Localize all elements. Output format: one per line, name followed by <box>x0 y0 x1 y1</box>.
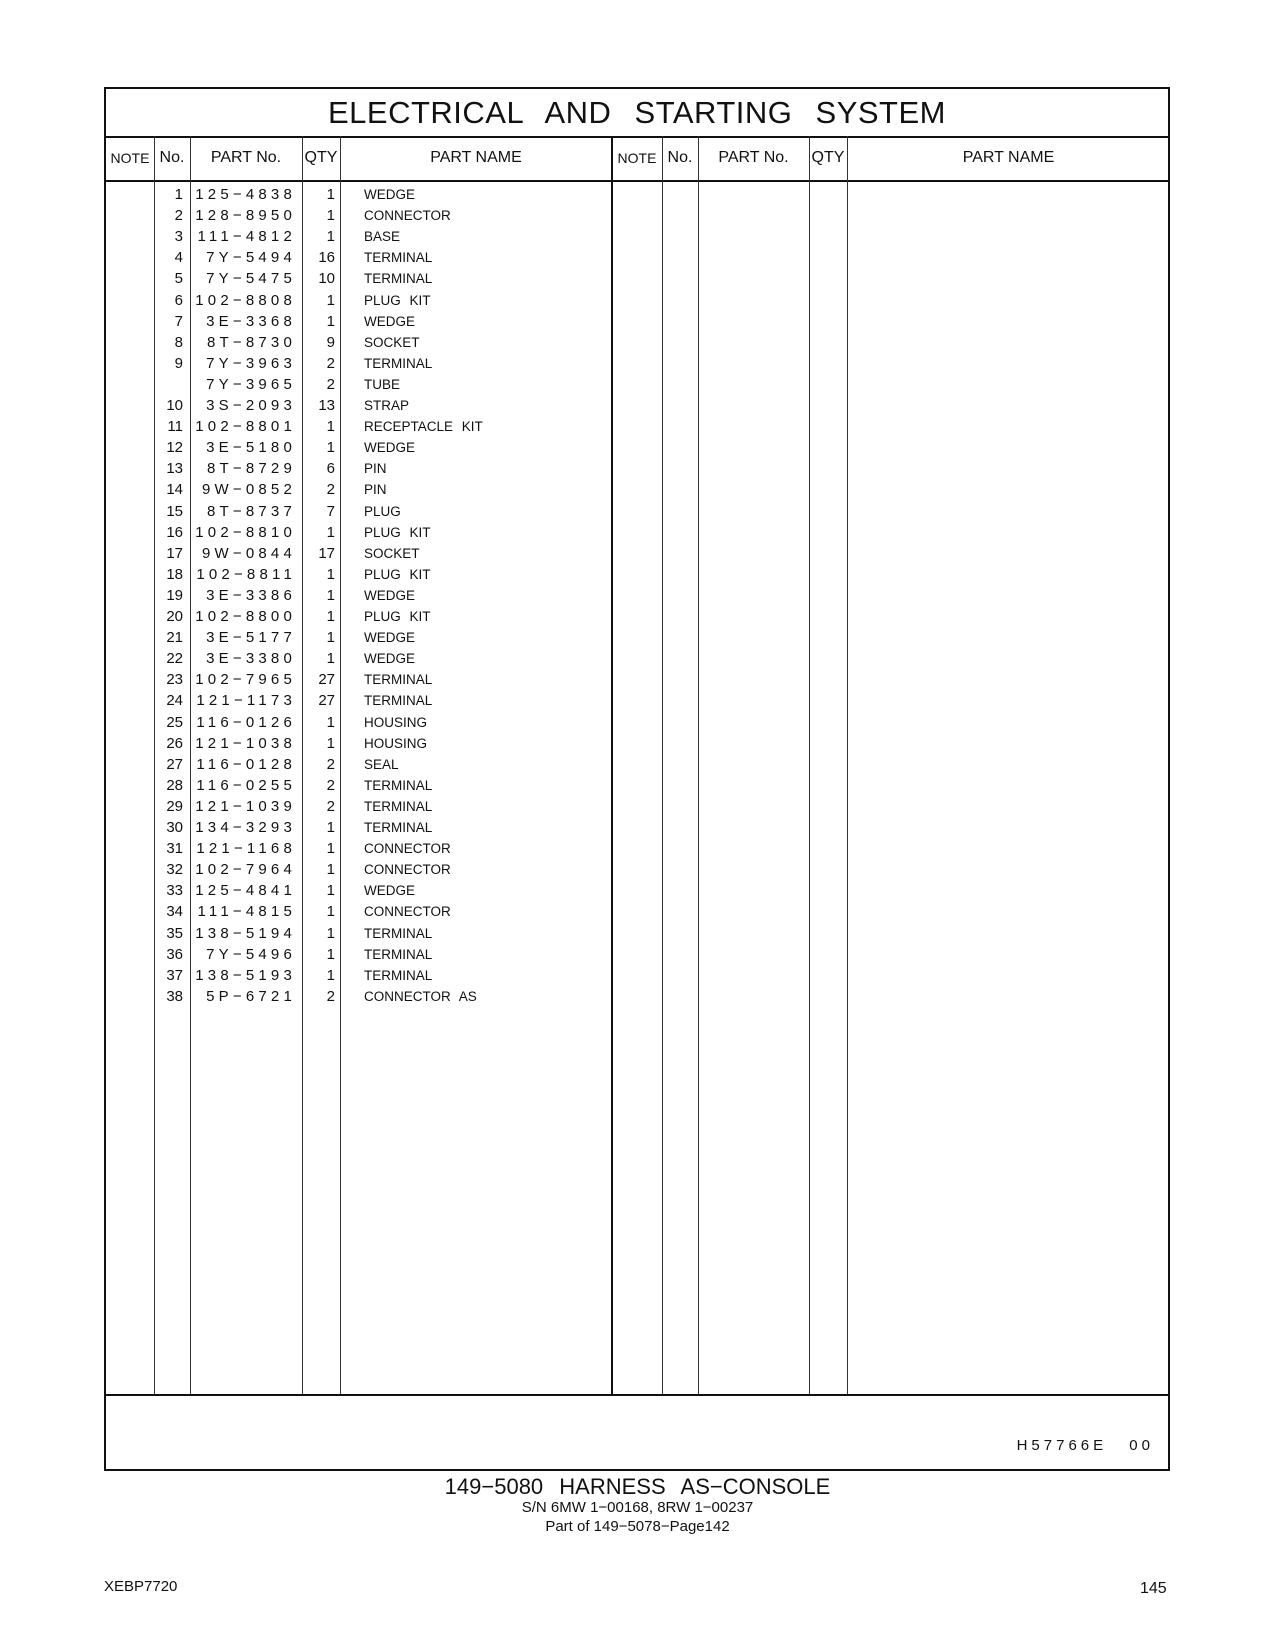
part-number: 121−1038 <box>195 734 296 752</box>
quantity: 2 <box>326 755 335 773</box>
document-id: XEBP7720 <box>104 1578 178 1595</box>
item-number: 38 <box>166 987 183 1005</box>
part-number: 102−7965 <box>195 671 296 689</box>
quantity: 1 <box>326 586 335 604</box>
part-number: 121−1168 <box>196 840 296 858</box>
table-row <box>106 522 1172 544</box>
part-name: TERMINAL <box>364 946 433 962</box>
item-number: 10 <box>166 397 183 414</box>
table-row <box>106 712 1172 734</box>
part-name: PIN <box>364 461 387 477</box>
part-number: 121−1039 <box>195 797 296 815</box>
part-name: CONNECTOR AS <box>364 988 477 1004</box>
part-number: 138−5193 <box>195 966 296 984</box>
part-name: HOUSING <box>364 735 428 751</box>
table-row <box>106 944 1172 966</box>
item-number: 21 <box>166 629 183 647</box>
footer-serial-numbers: S/N 6MW 1−00168, 8RW 1−00237 <box>521 1499 754 1516</box>
part-number: 9W−0844 <box>201 544 296 562</box>
part-number: 3E−3368 <box>206 312 296 330</box>
quantity: 13 <box>318 397 335 414</box>
item-number: 19 <box>166 586 183 604</box>
quantity: 1 <box>326 418 335 436</box>
part-number: 3E−5180 <box>206 439 296 457</box>
part-number: 3S−2093 <box>206 397 296 414</box>
part-number: 138−5194 <box>195 924 296 942</box>
part-name: CONNECTOR <box>364 208 451 224</box>
part-name: HOUSING <box>364 714 428 730</box>
part-number: 7Y−3963 <box>206 354 296 372</box>
quantity: 2 <box>326 776 335 794</box>
part-number: 102−8811 <box>196 565 296 583</box>
quantity: 1 <box>326 819 335 836</box>
part-number: 102−8801 <box>195 418 296 436</box>
table-row <box>106 923 1172 945</box>
item-number: 14 <box>166 481 183 499</box>
page-title: ELECTRICAL AND STARTING SYSTEM <box>106 89 1168 138</box>
table-row <box>106 184 1172 206</box>
table-row <box>106 374 1172 396</box>
table-bottom-rule <box>106 1394 1168 1396</box>
part-name: TERMINAL <box>364 672 433 688</box>
table-row <box>106 986 1172 1008</box>
part-name: WEDGE <box>364 440 416 456</box>
part-name: RECEPTACLE KIT <box>364 419 483 435</box>
part-name: SOCKET <box>364 334 420 350</box>
quantity: 9 <box>326 333 335 351</box>
table-row <box>106 290 1172 312</box>
table-row <box>106 543 1172 565</box>
part-number: 3E−3386 <box>206 586 296 604</box>
part-number: 102−8800 <box>195 608 296 625</box>
quantity: 1 <box>326 945 335 963</box>
table-row <box>106 733 1172 755</box>
table-row <box>106 332 1172 354</box>
part-number: 7Y−3965 <box>206 375 296 393</box>
parts-table <box>104 87 1170 1471</box>
header-qty-right: QTY <box>811 149 845 166</box>
table-row <box>106 754 1172 776</box>
item-number: 36 <box>166 945 183 963</box>
table-row <box>106 564 1172 586</box>
table-row <box>106 501 1172 523</box>
part-name: TERMINAL <box>364 777 433 793</box>
part-name: TERMINAL <box>364 967 433 983</box>
item-number: 13 <box>166 460 183 478</box>
part-name: BASE <box>364 229 401 245</box>
item-number: 27 <box>166 755 183 773</box>
part-name: STRAP <box>364 398 410 413</box>
part-number: 8T−8737 <box>206 502 296 520</box>
quantity: 1 <box>326 840 335 858</box>
table-row <box>106 669 1172 691</box>
quantity: 16 <box>318 249 335 267</box>
item-number: 17 <box>166 544 183 562</box>
part-number: 8T−8730 <box>206 333 296 351</box>
item-number: 32 <box>166 861 183 879</box>
quantity: 7 <box>326 502 335 520</box>
table-row <box>106 838 1172 860</box>
header-no-left: No. <box>159 149 185 166</box>
item-number: 5 <box>174 270 183 288</box>
quantity: 10 <box>318 270 335 288</box>
part-name: TERMINAL <box>364 798 433 814</box>
quantity: 27 <box>318 692 335 710</box>
part-name: SEAL <box>364 756 399 772</box>
table-row <box>106 880 1172 902</box>
quantity: 1 <box>326 439 335 457</box>
item-number: 30 <box>166 819 183 836</box>
item-number: 24 <box>166 692 183 710</box>
item-number: 25 <box>166 713 183 731</box>
header-no-right: No. <box>667 149 693 166</box>
quantity: 1 <box>326 629 335 647</box>
table-row <box>106 311 1172 333</box>
part-name: PLUG KIT <box>364 566 431 582</box>
part-name: PLUG <box>364 503 401 519</box>
part-name: WEDGE <box>364 630 416 646</box>
part-name: PLUG KIT <box>364 292 431 308</box>
item-number: 9 <box>174 354 183 372</box>
quantity: 1 <box>326 291 335 309</box>
table-row <box>106 416 1172 438</box>
part-number: 111−4815 <box>197 903 296 921</box>
part-name: WEDGE <box>364 651 416 667</box>
table-row <box>106 226 1172 248</box>
doc-code: H57766E 00 <box>1016 1437 1154 1454</box>
item-number: 35 <box>166 924 183 942</box>
item-number: 23 <box>166 671 183 689</box>
quantity: 6 <box>326 460 335 478</box>
part-name: TERMINAL <box>364 925 433 941</box>
part-number: 116−0128 <box>196 755 296 773</box>
part-number: 102−7964 <box>195 861 296 879</box>
quantity: 1 <box>326 228 335 246</box>
item-number: 3 <box>174 228 183 246</box>
table-row <box>106 606 1172 628</box>
part-name: TERMINAL <box>364 355 433 371</box>
quantity: 1 <box>326 966 335 984</box>
part-number: 7Y−5475 <box>206 270 296 288</box>
quantity: 1 <box>326 608 335 625</box>
item-number: 4 <box>174 249 183 267</box>
quantity: 2 <box>326 987 335 1005</box>
quantity: 1 <box>326 903 335 921</box>
item-number: 26 <box>166 734 183 752</box>
table-header <box>106 136 1168 182</box>
header-qty-left: QTY <box>304 149 338 166</box>
table-row <box>106 775 1172 797</box>
part-name: WEDGE <box>364 313 416 329</box>
table-row <box>106 585 1172 607</box>
quantity: 1 <box>326 713 335 731</box>
part-number: 111−4812 <box>197 228 296 246</box>
part-number: 7Y−5494 <box>206 249 296 267</box>
table-row <box>106 965 1172 987</box>
quantity: 27 <box>318 671 335 689</box>
table-row <box>106 458 1172 480</box>
quantity: 1 <box>326 523 335 541</box>
header-part-name-left: PART NAME <box>430 149 522 166</box>
part-number: 102−8810 <box>195 523 296 541</box>
item-number: 2 <box>174 207 183 225</box>
part-name: CONNECTOR <box>364 862 451 878</box>
item-number: 16 <box>166 523 183 541</box>
item-number: 11 <box>167 418 183 436</box>
table-row <box>106 479 1172 501</box>
part-name: PLUG KIT <box>364 609 431 624</box>
item-number: 20 <box>166 608 183 625</box>
quantity: 2 <box>326 375 335 393</box>
quantity: 1 <box>326 734 335 752</box>
table-row <box>106 395 1172 417</box>
table-row <box>106 690 1172 712</box>
quantity: 1 <box>326 861 335 879</box>
quantity: 1 <box>326 882 335 900</box>
quantity: 2 <box>326 354 335 372</box>
item-number: 33 <box>166 882 183 900</box>
table-row <box>106 205 1172 227</box>
part-name: PIN <box>364 482 387 498</box>
part-number: 5P−6721 <box>206 987 296 1005</box>
part-name: CONNECTOR <box>364 841 451 857</box>
part-number: 116−0255 <box>196 776 296 794</box>
part-name: TUBE <box>364 376 401 392</box>
part-number: 128−8950 <box>195 207 296 225</box>
header-note-right: NOTE <box>617 150 657 166</box>
item-number: 12 <box>166 439 183 457</box>
header-part-no-left: PART No. <box>210 149 282 166</box>
part-name: TERMINAL <box>364 693 433 709</box>
quantity: 1 <box>326 650 335 668</box>
part-name: WEDGE <box>364 587 416 603</box>
part-number: 7Y−5496 <box>206 945 296 963</box>
item-number: 7 <box>174 312 183 330</box>
part-number: 125−4841 <box>195 882 296 900</box>
part-name: CONNECTOR <box>364 904 451 920</box>
table-row <box>106 817 1172 839</box>
page-number: 145 <box>1140 1580 1167 1597</box>
item-number: 15 <box>166 502 183 520</box>
part-number: 102−8808 <box>195 291 296 309</box>
part-name: TERMINAL <box>364 250 433 266</box>
part-number: 8T−8729 <box>206 460 296 478</box>
quantity: 2 <box>326 481 335 499</box>
header-part-no-right: PART No. <box>718 149 789 166</box>
part-name: TERMINAL <box>364 820 433 835</box>
quantity: 1 <box>326 312 335 330</box>
footer-title: 149−5080 HARNESS AS−CONSOLE <box>444 1474 831 1499</box>
quantity: 1 <box>326 924 335 942</box>
part-name: WEDGE <box>364 187 416 202</box>
part-number: 116−0126 <box>196 713 296 731</box>
part-number: 3E−5177 <box>206 629 296 647</box>
part-name: TERMINAL <box>364 271 433 287</box>
part-number: 121−1173 <box>196 692 296 710</box>
item-number: 31 <box>166 840 183 858</box>
table-row <box>106 859 1172 881</box>
footer-part-of: Part of 149−5078−Page142 <box>545 1518 730 1535</box>
table-row <box>106 627 1172 649</box>
item-number: 34 <box>166 903 183 921</box>
table-row <box>106 648 1172 670</box>
part-number: 125−4838 <box>195 186 296 203</box>
header-part-name-right: PART NAME <box>962 149 1055 166</box>
table-row <box>106 796 1172 818</box>
part-number: 3E−3380 <box>206 650 296 668</box>
table-row <box>106 437 1172 459</box>
quantity: 1 <box>326 186 335 203</box>
item-number: 8 <box>174 333 183 351</box>
part-name: PLUG KIT <box>364 524 431 540</box>
item-number: 28 <box>166 776 183 794</box>
quantity: 2 <box>326 797 335 815</box>
quantity: 1 <box>326 207 335 225</box>
table-row <box>106 901 1172 923</box>
header-note-left: NOTE <box>110 150 150 166</box>
table-row <box>106 268 1172 290</box>
part-number: 9W−0852 <box>201 481 296 499</box>
item-number: 6 <box>174 291 183 309</box>
part-name: SOCKET <box>364 545 420 561</box>
item-number: 37 <box>166 966 183 984</box>
table-row <box>106 353 1172 375</box>
item-number: 18 <box>166 565 183 583</box>
quantity: 1 <box>326 565 335 583</box>
table-row <box>106 247 1172 269</box>
part-number: 134−3293 <box>195 819 296 836</box>
item-number: 22 <box>166 650 183 668</box>
quantity: 17 <box>318 544 335 562</box>
item-number: 1 <box>174 186 183 203</box>
item-number: 29 <box>166 797 183 815</box>
part-name: WEDGE <box>364 883 416 899</box>
